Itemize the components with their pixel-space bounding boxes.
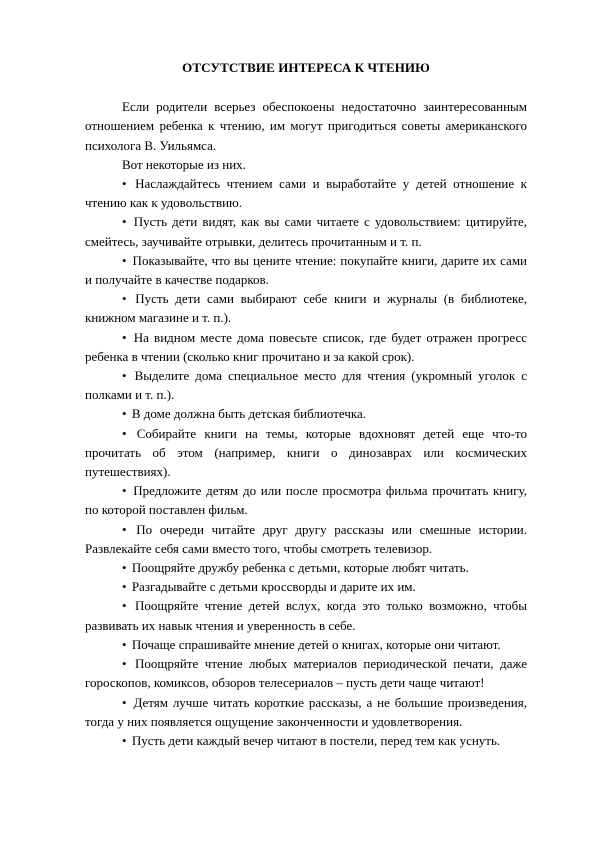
tip-text: Разгадывайте с детьми кроссворды и дарите их им. bbox=[128, 579, 416, 595]
tip-item bbox=[85, 596, 527, 634]
tip-item bbox=[85, 328, 527, 366]
bullet-icon: • bbox=[122, 406, 127, 422]
bullet-icon: • bbox=[122, 579, 127, 595]
bullet-icon: • bbox=[122, 656, 127, 672]
tip-item bbox=[85, 289, 527, 327]
tip-text: Пусть дети сами выбирают себе книги и журналы (в библиотеке, книжном магазине и т. п.). bbox=[85, 291, 527, 326]
tip-text: Предложите детям до или после просмотра фильма прочитать книгу, по которой поставлен фильм. bbox=[85, 483, 527, 518]
document-title: ОТСУТСТВИЕ ИНТЕРЕСА К ЧТЕНИЮ bbox=[182, 60, 430, 75]
tip-text: Почаще спрашивайте мнение детей о книгах, которые они читают. bbox=[128, 636, 501, 652]
tip-item bbox=[85, 481, 527, 519]
bullet-icon: • bbox=[122, 694, 127, 710]
tip-item bbox=[85, 731, 527, 750]
tip-text: По очереди читайте друг другу рассказы или смешные истории. Развлекайте себя сами вместо того, чтобы смотреть телевизор. bbox=[85, 521, 527, 556]
tip-text: В доме должна быть детская библиотечка. bbox=[128, 406, 366, 422]
bullet-icon: • bbox=[122, 483, 127, 499]
tip-item bbox=[85, 251, 527, 289]
tip-text: Поощряйте чтение детей вслух, когда это только возможно, чтобы развивать их навык чтения и уверенность в себе. bbox=[85, 598, 527, 633]
tip-text: Поощряйте чтение любых материалов периодической печати, даже гороскопов, комиксов, обзоров телесериалов – пусть дети чаще читают! bbox=[85, 656, 527, 691]
tip-item bbox=[85, 654, 527, 692]
tip-item bbox=[85, 520, 527, 558]
tip-text: Собирайте книги на темы, которые вдохновят детей еще что-то прочитать об этом (например, книги о динозаврах или космических путешествиях). bbox=[85, 425, 527, 480]
intro-paragraph: Если родители всерьез обеспокоены недостаточно заинтересованным отношением ребенка к чтению, им могут пригодиться советы американского психолога В. Уильямса. bbox=[85, 99, 527, 153]
tip-text: Показывайте, что вы цените чтение: покупайте книги, дарите их сами и получайте в качестве подарков. bbox=[85, 252, 527, 288]
bullet-icon: • bbox=[122, 368, 127, 384]
bullet-icon: • bbox=[122, 329, 127, 345]
document-page bbox=[85, 58, 527, 750]
tip-text: Пусть дети видят, как вы сами читаете с удовольствием: цитируйте, смейтесь, заучивайте отрывки, делитесь прочитанным и т. п. bbox=[85, 214, 527, 249]
tip-item bbox=[85, 212, 527, 250]
bullet-icon: • bbox=[122, 636, 127, 652]
tips-list bbox=[85, 174, 527, 750]
tip-item bbox=[85, 424, 527, 482]
tip-item bbox=[85, 558, 527, 577]
lead-paragraph: Вот некоторые из них. bbox=[122, 156, 246, 172]
bullet-icon: • bbox=[122, 732, 127, 748]
tip-item bbox=[85, 404, 527, 423]
tip-item bbox=[85, 693, 527, 731]
bullet-icon: • bbox=[122, 214, 127, 230]
bullet-icon: • bbox=[122, 252, 127, 268]
bullet-icon: • bbox=[122, 521, 127, 537]
tip-text: Пусть дети каждый вечер читают в постели, перед тем как уснуть. bbox=[128, 732, 501, 748]
bullet-icon: • bbox=[122, 560, 127, 576]
bullet-icon: • bbox=[122, 425, 127, 441]
bullet-icon: • bbox=[122, 598, 127, 614]
tip-text: Поощряйте дружбу ребенка с детьми, которые любят читать. bbox=[128, 560, 469, 576]
bullet-icon: • bbox=[122, 291, 127, 307]
tip-text: Наслаждайтесь чтением сами и выработайте у детей отношение к чтению как к удовольствию. bbox=[85, 176, 527, 211]
tip-item bbox=[85, 366, 527, 404]
tip-text: Выделите дома специальное место для чтения (укромный уголок с полками и т. п.). bbox=[85, 368, 527, 403]
tip-text: На видном месте дома повесьте список, где будет отражен прогресс ребенка в чтении (сколько книг прочитано и за какой срок). bbox=[85, 329, 527, 364]
tip-item bbox=[85, 174, 527, 212]
tip-item bbox=[85, 577, 527, 596]
bullet-icon: • bbox=[122, 176, 127, 192]
tip-item bbox=[85, 635, 527, 654]
tip-text: Детям лучше читать короткие рассказы, а не большие произведения, тогда у них появляется ощущение законченности и удовлетворения. bbox=[85, 694, 527, 729]
